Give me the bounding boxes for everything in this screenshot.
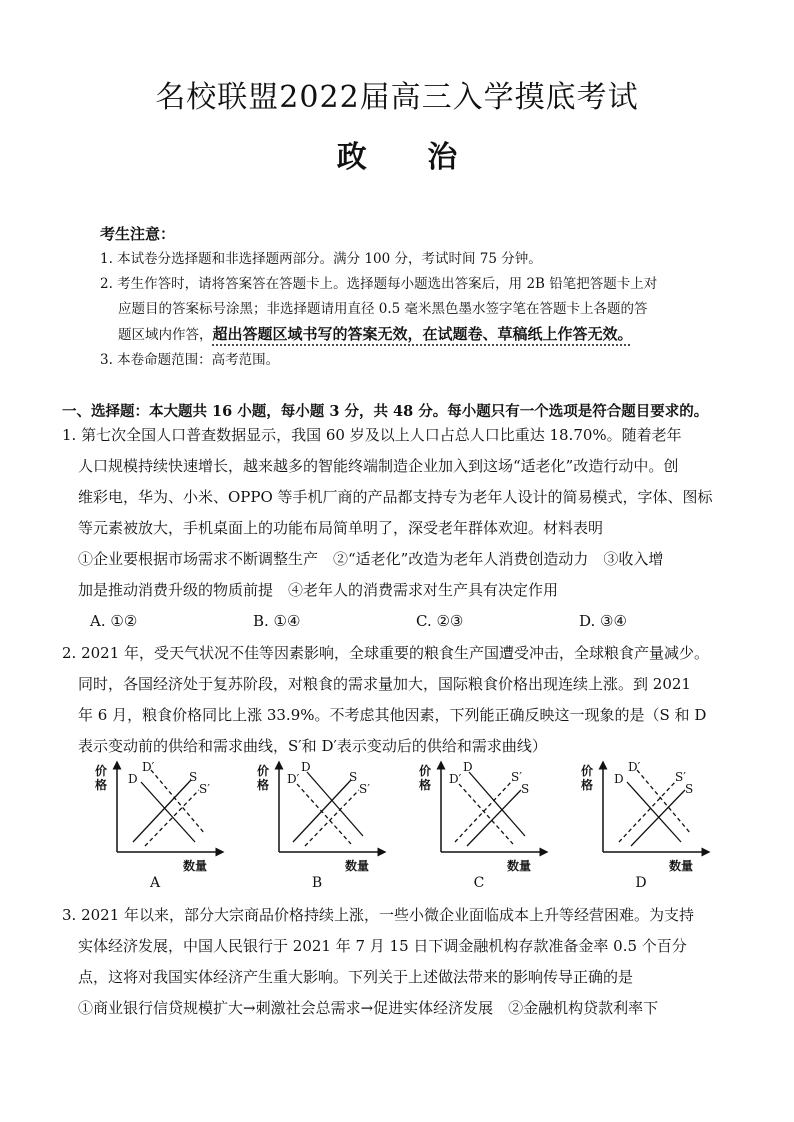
question-2 — [62, 638, 742, 762]
q1-line-1: 1. 第七次全国人口普查数据显示，我国 60 岁及以上人口占总人口比重达 18.70%。随着老年 — [62, 426, 682, 444]
notice-item-2c — [100, 322, 740, 348]
graph-b-label-1: D′ — [287, 772, 300, 786]
q2-line-1: 2. 2021 年，受天气状况不佳等因素影响，全球重要的粮食生产国遭受冲击，全球粮食产量减少。 — [62, 644, 710, 662]
graph-c-axes — [419, 760, 554, 875]
notice-item-1: 1. 本试卷分选择题和非选择题两部分。满分 100 分，考试时间 75 分钟。 — [100, 251, 542, 267]
q1-option-c: C. ②③ — [416, 612, 464, 630]
graph-b-caption: B — [311, 875, 323, 891]
q1-line-2: 人口规模持续快速增长，越来越多的智能终端制造企业加入到这场“适老化”改造行动中。创 — [78, 457, 679, 475]
graph-c-ylabel: 价格 — [419, 764, 432, 792]
graph-d-label-4: S — [685, 782, 694, 796]
graph-a-label-3: S — [189, 770, 198, 784]
graph-d — [581, 760, 716, 895]
graph-b-label-4: S′ — [359, 782, 370, 796]
graph-b-label-2: D — [301, 760, 311, 774]
graph-a-label-4: S′ — [199, 782, 210, 796]
section-1-heading: 一、选择题：本大题共 16 小题，每小题 3 分，共 48 分。每小题只有一个选项是符合题目要求的。 — [62, 403, 709, 420]
graph-a-caption: A — [149, 875, 161, 891]
graph-c-curve-s — [467, 790, 521, 846]
notice-item-2-emphasis: 超出答题区域书写的答案无效，在试题卷、草稿纸上作答无效。 — [212, 325, 633, 343]
notice-item-2c-text: 题区域内作答， — [118, 327, 213, 343]
notice-item-2b: 应题目的答案标号涂黑；非选择题请用直径 0.5 毫米黑色墨水签字笔在答题卡上各题的答 — [118, 301, 648, 317]
graph-c — [419, 760, 554, 895]
q3-line-2: 实体经济发展，中国人民银行于 2021 年 7 月 15 日下调金融机构存款准备金率 0.5 个百分 — [78, 937, 687, 955]
graph-d-curve-d — [627, 782, 681, 842]
q1-line-5: ①企业要根据市场需求不断调整生产 ②“适老化”改造为老年人消费创造动力 ③收入增 — [78, 550, 664, 568]
graph-d-axes — [581, 760, 716, 875]
q3-line-4: ①商业银行信贷规模扩大→刺激社会总需求→促进实体经济发展 ②金融机构贷款利率下 — [78, 999, 659, 1017]
graph-b-xlabel: 数量 — [345, 859, 370, 873]
graph-d-xlabel: 数量 — [669, 859, 694, 873]
graph-b-ylabel: 价格 — [257, 764, 270, 792]
graph-b-axes — [257, 760, 392, 875]
graph-a-xlabel: 数量 — [183, 859, 208, 873]
exam-notice — [100, 222, 740, 373]
notice-item-3: 3. 本卷命题范围：高考范围。 — [100, 352, 280, 368]
q1-line-4: 等元素被放大，手机桌面上的功能布局简单明了，深受老年群体欢迎。材料表明 — [78, 519, 604, 537]
graph-c-label-2: D — [463, 760, 473, 774]
q2-line-4: 表示变动前的供给和需求曲线，S′和 D′表示变动后的供给和需求曲线） — [78, 737, 547, 755]
q2-line-3: 年 6 月，粮食价格同比上涨 33.9%。不考虑其他因素，下列能正确反映这一现象的是（S 和 D — [78, 706, 707, 724]
graph-c-label-4: S — [521, 782, 530, 796]
notice-item-2a: 2. 考生作答时，请将答案答在答题卡上。选择题每小题选出答案后，用 2B 铅笔把答题卡上对 — [100, 276, 658, 292]
graph-b-label-3: S — [349, 770, 358, 784]
q3-line-1: 3. 2021 年以来，部分大宗商品价格持续上涨，一些小微企业面临成本上升等经营困难。为支持 — [62, 906, 695, 924]
graph-c-label-3: S′ — [511, 770, 522, 784]
question-1 — [62, 420, 742, 637]
graph-d-caption: D — [635, 875, 647, 891]
graph-d-curve-s-prime — [619, 780, 677, 842]
graph-a — [95, 760, 230, 895]
exam-subject: 政 治 — [336, 140, 458, 175]
graph-d-label-2: D′ — [628, 760, 641, 774]
graph-a-label-2: D′ — [142, 760, 155, 774]
q1-option-a: A. ①② — [90, 612, 138, 630]
question-3 — [62, 900, 742, 1024]
graph-d-label-1: D — [614, 772, 624, 786]
q1-option-d: D. ③④ — [579, 612, 627, 630]
graph-a-curve-d — [141, 782, 195, 842]
graph-b — [257, 760, 392, 895]
graph-a-label-1: D — [128, 772, 138, 786]
notice-heading: 考生注意： — [100, 225, 176, 243]
graph-c-caption: C — [473, 875, 485, 891]
graph-d-label-3: S′ — [675, 770, 686, 784]
q3-line-3: 点，这将对我国实体经济产生重大影响。下列关于上述做法带来的影响传导正确的是 — [78, 968, 634, 986]
graph-d-ylabel: 价格 — [581, 764, 594, 792]
q1-line-3: 维彩电，华为、小米、OPPO 等手机厂商的产品都支持专为老年人设计的简易模式，字体、图标 — [78, 488, 713, 506]
q1-line-6: 加是推动消费升级的物质前提 ④老年人的消费需求对生产具有决定作用 — [78, 581, 559, 599]
graph-c-xlabel: 数量 — [507, 859, 532, 873]
q2-line-2: 同时，各国经济处于复苏阶段，对粮食的需求量加大，国际粮食价格出现连续上涨。到 2021 — [78, 675, 691, 693]
graph-a-curve-s — [133, 780, 191, 842]
q1-option-b: B. ①④ — [253, 612, 301, 630]
exam-title: 名校联盟2022届高三入学摸底考试 — [155, 80, 639, 115]
graph-c-label-1: D′ — [449, 772, 462, 786]
graph-a-axes — [95, 760, 230, 875]
supply-demand-graphs — [95, 760, 735, 895]
graph-a-ylabel: 价格 — [95, 764, 108, 792]
q1-options — [62, 606, 742, 637]
graph-b-curve-s-prime — [305, 790, 359, 846]
